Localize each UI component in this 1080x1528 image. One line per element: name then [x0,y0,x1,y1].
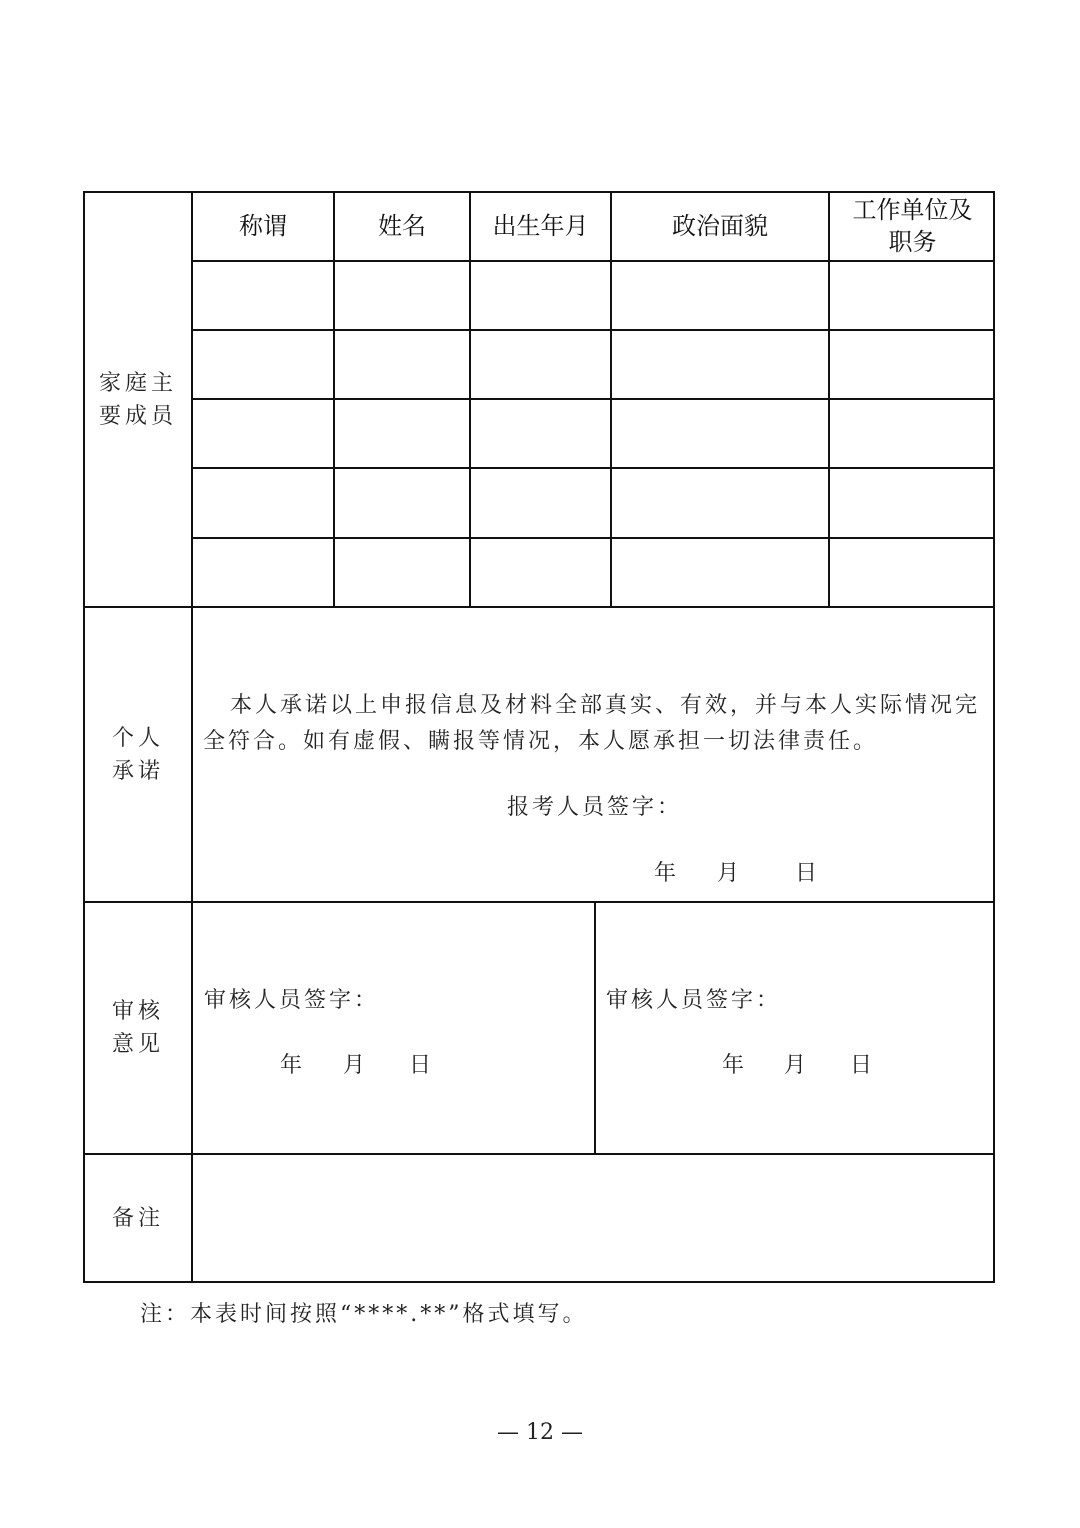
family-cell[interactable] [471,400,610,467]
reviewer-signature-label-right[interactable]: 审核人员签字： [606,988,782,1013]
personal-commitment-label: 个人 承诺 [111,725,164,784]
review-left-date-year: 年 [280,1053,303,1078]
reviewer-signature-label-left[interactable]: 审核人员签字： [204,988,380,1013]
family-cell[interactable] [830,331,995,398]
family-cell[interactable] [335,331,469,398]
family-cell[interactable] [830,539,995,606]
family-cell[interactable] [471,331,610,398]
section-divider [83,901,995,903]
family-cell[interactable] [335,539,469,606]
header-political-status: 政治面貌 [672,211,768,240]
family-cell[interactable] [471,539,610,606]
header-birth-date: 出生年月 [492,211,589,240]
family-cell[interactable] [471,469,610,537]
format-note: 注：本表时间按照“****.**”格式填写。 [140,1302,588,1327]
family-cell[interactable] [335,400,469,467]
family-cell[interactable] [830,262,995,329]
header-employer-position: 工作单位及 职务 [852,196,973,256]
family-cell[interactable] [612,262,828,329]
family-cell[interactable] [830,469,995,537]
family-cell[interactable] [335,262,469,329]
applicant-signature-label[interactable]: 报考人员签字： [507,795,683,820]
remarks-field[interactable] [193,1155,995,1281]
review-divider [594,901,596,1154]
family-cell[interactable] [612,331,828,398]
review-opinion-label: 审核 意见 [111,999,164,1057]
family-cell[interactable] [193,400,333,467]
family-cell[interactable] [193,262,333,329]
family-cell[interactable] [612,400,828,467]
family-cell[interactable] [193,469,333,537]
family-cell[interactable] [612,539,828,606]
family-members-label: 家庭主 要成员 [98,370,177,429]
commitment-date-month: 月 [717,861,740,886]
header-relation: 称谓 [239,211,287,240]
page-number: — 12 — [497,1420,583,1445]
family-cell[interactable] [193,539,333,606]
review-right-date-year: 年 [722,1053,745,1078]
family-cell[interactable] [612,469,828,537]
commitment-date-day: 日 [795,861,818,886]
commitment-date-year: 年 [654,861,677,886]
family-cell[interactable] [193,331,333,398]
family-cell[interactable] [335,469,469,537]
section-divider [83,606,995,608]
commitment-statement: 本人承诺以上申报信息及材料全部真实、有效，并与本人实际情况完全符合。如有虚假、瞒报等情况，本人愿承担一切法律责任。 [203,693,981,754]
review-left-date-day: 日 [409,1053,432,1078]
review-right-date-month: 月 [784,1053,807,1078]
header-name: 姓名 [378,211,426,240]
review-left-date-month: 月 [343,1053,366,1078]
remarks-label: 备注 [111,1205,164,1231]
family-cell[interactable] [471,262,610,329]
review-right-date-day: 日 [850,1053,873,1078]
family-cell[interactable] [830,400,995,467]
